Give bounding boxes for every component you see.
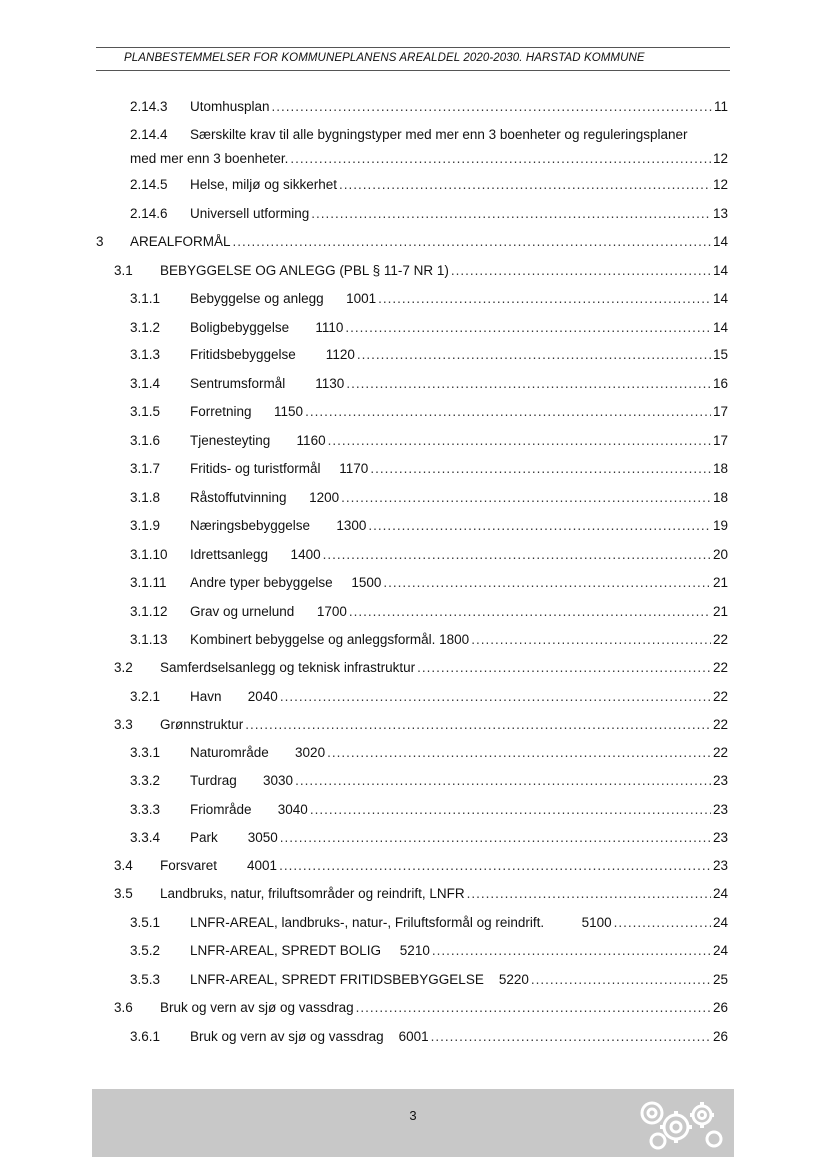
toc-entry[interactable] [130,177,728,193]
toc-entry-title: Universell utforming [190,206,310,221]
toc-entry-title: LNFR-AREAL, landbruks-, natur-, Friluftsformål og reindrift. 5100 [190,915,612,930]
toc-entry[interactable] [130,376,728,392]
toc-entry-number: 3 [96,234,104,249]
toc-entry[interactable] [130,689,728,705]
dot-leader [233,234,711,250]
dot-leader [356,1000,711,1016]
dot-leader [531,972,711,988]
toc-entry-title: Fritids- og turistformål 1170 [190,461,369,476]
toc-entry-number: 3.1.1 [130,291,161,306]
toc-entry-number: 3.1.9 [130,518,161,533]
dot-leader [432,943,711,959]
toc-entry[interactable] [130,461,728,477]
toc-entry-number: 3.4 [114,858,133,873]
toc-entry[interactable] [130,518,728,534]
toc-entry-number: 3.6 [114,1000,133,1015]
toc-entry-title: AREALFORMÅL [130,234,231,249]
toc-entry[interactable] [96,234,728,250]
toc-entry-title: Friområde 3040 [190,802,308,817]
toc-entry-title: Landbruks, natur, friluftsområder og reindrift, LNFR [160,886,465,901]
toc-entry[interactable] [130,745,728,761]
toc-entry-number: 3.1.5 [130,404,161,419]
dot-leader [327,745,711,761]
toc-entry[interactable] [130,347,728,363]
toc-entry[interactable] [130,320,728,336]
toc-entry-title: LNFR-AREAL, SPREDT FRITIDSBEBYGGELSE 5220 [190,972,529,987]
toc-entry[interactable] [130,575,728,591]
toc-entry-page: 22 [712,632,728,647]
dot-leader [431,1029,711,1045]
toc-entry-page: 11 [713,99,728,114]
toc-entry-number: 3.3.1 [130,745,161,760]
toc-entry-number: 3.1.6 [130,433,161,448]
toc-entry-page: 22 [712,717,728,732]
dot-leader [341,490,711,506]
toc-entry[interactable] [114,1000,728,1016]
toc-entry-page: 17 [712,433,728,448]
toc-entry-number: 3.5 [114,886,133,901]
toc-entry-number: 3.3 [114,717,133,732]
toc-entry[interactable] [130,99,728,115]
toc-entry-number: 3.1 [114,263,133,278]
dot-leader [417,660,711,676]
toc-entry-page: 24 [712,886,728,901]
toc-entry[interactable] [130,632,728,648]
toc-entry-page: 22 [712,660,728,675]
toc-entry-title: Park 3050 [190,830,278,845]
toc-entry-number: 3.1.13 [130,632,168,647]
dot-leader [383,575,711,591]
dot-leader [280,830,711,846]
toc-entry-title: Kombinert bebyggelse og anleggsformål. 1800 [190,632,470,647]
toc-entry-title: Idrettsanlegg 1400 [190,547,321,562]
toc-entry-title: Turdrag 3030 [190,773,294,788]
toc-entry[interactable] [114,717,728,733]
toc-entry-page: 16 [712,376,728,391]
dot-leader [378,291,711,307]
toc-entry[interactable] [130,547,728,563]
dot-leader [451,263,711,279]
toc-entry-title: Sentrumsformål 1130 [190,376,345,391]
toc-entry-page: 18 [712,461,728,476]
toc-entry-page: 14 [712,234,728,249]
toc-entry[interactable] [130,433,728,449]
dot-leader [290,151,711,167]
toc-entry-number: 2.14.4 [130,127,168,142]
page-footer [92,1089,734,1157]
toc-entry-page: 12 [712,151,728,166]
dot-leader [310,802,711,818]
toc-entry-title: Særskilte krav til alle bygningstyper med mer enn 3 boenheter og reguleringsplaner [190,127,688,142]
toc-entry-page: 20 [712,547,728,562]
toc-entry[interactable] [114,263,728,279]
dot-leader [349,604,711,620]
toc-entry-title: Forsvaret 4001 [160,858,278,873]
toc-entry-page: 22 [712,745,728,760]
toc-entry-page: 15 [712,347,728,362]
toc-entry[interactable] [130,943,728,959]
gear-logo-icon [632,1093,728,1155]
toc-entry-page: 18 [712,490,728,505]
toc-entry-title: Havn 2040 [190,689,278,704]
toc-entry[interactable] [130,127,728,167]
header-title: PLANBESTEMMELSER FOR KOMMUNEPLANENS AREALDEL 2020-2030. HARSTAD KOMMUNE [124,52,645,64]
toc-entry-page: 23 [712,830,728,845]
toc-entry-number: 2.14.6 [130,206,168,221]
toc-entry-title: Utomhusplan [190,99,270,114]
dot-leader [305,404,711,420]
toc-entry-page: 14 [712,291,728,306]
toc-entry-page: 24 [712,943,728,958]
toc-entry-page: 24 [712,915,728,930]
toc-entry-title: Bruk og vern av sjø og vassdrag [160,1000,354,1015]
toc-entry-number: 3.5.1 [130,915,161,930]
toc-entry[interactable] [130,404,728,420]
toc-entry-number: 3.6.1 [130,1029,161,1044]
dot-leader [311,206,711,222]
toc-entry[interactable] [114,858,728,874]
toc-entry-number: 3.5.3 [130,972,161,987]
dot-leader [368,518,711,534]
dot-leader [328,433,711,449]
toc-entry[interactable] [130,802,728,818]
toc-entry-number: 3.1.2 [130,320,161,335]
toc-entry-title: Andre typer bebyggelse 1500 [190,575,382,590]
toc-entry-number: 3.5.2 [130,943,161,958]
toc-entry-page: 26 [712,1000,728,1015]
toc-entry-number: 3.1.7 [130,461,161,476]
toc-entry-page: 26 [712,1029,728,1044]
toc-entry-page: 13 [712,206,728,221]
toc-entry-title: Bruk og vern av sjø og vassdrag 6001 [190,1029,429,1044]
toc-entry-number: 3.1.4 [130,376,161,391]
toc-entry-number: 2.14.3 [130,99,168,114]
toc-entry-number: 3.3.4 [130,830,161,845]
dot-leader [357,347,711,363]
toc-entry-title: Helse, miljø og sikkerhet [190,177,338,192]
toc-entry-title: Boligbebyggelse 1110 [190,320,344,335]
toc-entry-page: 14 [712,263,728,278]
toc-entry-title: BEBYGGELSE OG ANLEGG (PBL § 11-7 NR 1) [160,263,449,278]
toc-entry-page: 23 [712,802,728,817]
toc-entry[interactable] [130,915,728,931]
dot-leader [280,689,711,705]
toc-entry-page: 19 [712,518,728,533]
dot-leader [345,320,711,336]
toc-entry-title: Naturområde 3020 [190,745,326,760]
toc-entry[interactable] [130,490,728,506]
toc-entry-number: 3.3.3 [130,802,161,817]
toc-entry-page: 12 [712,177,728,192]
toc-entry[interactable] [130,830,728,846]
dot-leader [614,915,711,931]
toc-entry-title: Grav og urnelund 1700 [190,604,347,619]
toc-entry-number: 3.2.1 [130,689,161,704]
toc-entry[interactable] [130,1029,728,1045]
dot-leader [346,376,711,392]
dot-leader [295,773,711,789]
toc-entry-number: 3.1.10 [130,547,168,562]
toc-entry-page: 22 [712,689,728,704]
dot-leader [279,858,711,874]
dot-leader [370,461,711,477]
dot-leader [467,886,711,902]
toc-entry-page: 25 [712,972,728,987]
toc-entry-number: 2.14.5 [130,177,168,192]
toc-entry-title: Næringsbebyggelse 1300 [190,518,367,533]
toc-entry-page: 21 [712,575,728,590]
toc-entry-title-continued: med mer enn 3 boenheter. [130,151,289,166]
toc-entry-page: 21 [712,604,728,619]
toc-entry-page: 17 [712,404,728,419]
toc-entry-title: LNFR-AREAL, SPREDT BOLIG 5210 [190,943,430,958]
dot-leader [471,632,711,648]
toc-entry[interactable] [130,773,728,789]
dot-leader [245,717,711,733]
toc-entry-title: Forretning 1150 [190,404,304,419]
page-header [96,47,730,71]
toc-entry-number: 3.1.12 [130,604,168,619]
toc-entry-page: 23 [712,773,728,788]
toc-entry-title: Tjenesteyting 1160 [190,433,326,448]
toc-entry-number: 3.2 [114,660,133,675]
toc-entry-title: Samferdselsanlegg og teknisk infrastruktur [160,660,416,675]
toc-entry-page: 14 [712,320,728,335]
dot-leader [272,99,712,115]
toc-entry[interactable] [130,206,728,222]
toc-entry-title: Bebyggelse og anlegg 1001 [190,291,377,306]
toc-entry-number: 3.1.3 [130,347,161,362]
toc-entry-number: 3.1.11 [130,575,167,590]
toc-entry-number: 3.3.2 [130,773,161,788]
toc-entry-title: Fritidsbebyggelse 1120 [190,347,355,362]
toc-entry-number: 3.1.8 [130,490,161,505]
toc-entry[interactable] [130,972,728,988]
toc-entry[interactable] [130,291,728,307]
toc-entry[interactable] [114,886,728,902]
toc-entry[interactable] [130,604,728,620]
toc-entry[interactable] [114,660,728,676]
toc-entry-title: Grønnstruktur [160,717,244,732]
dot-leader [323,547,711,563]
dot-leader [339,177,711,193]
toc-entry-page: 23 [712,858,728,873]
page-number: 3 [409,1108,417,1123]
toc-entry-title: Råstoffutvinning 1200 [190,490,340,505]
